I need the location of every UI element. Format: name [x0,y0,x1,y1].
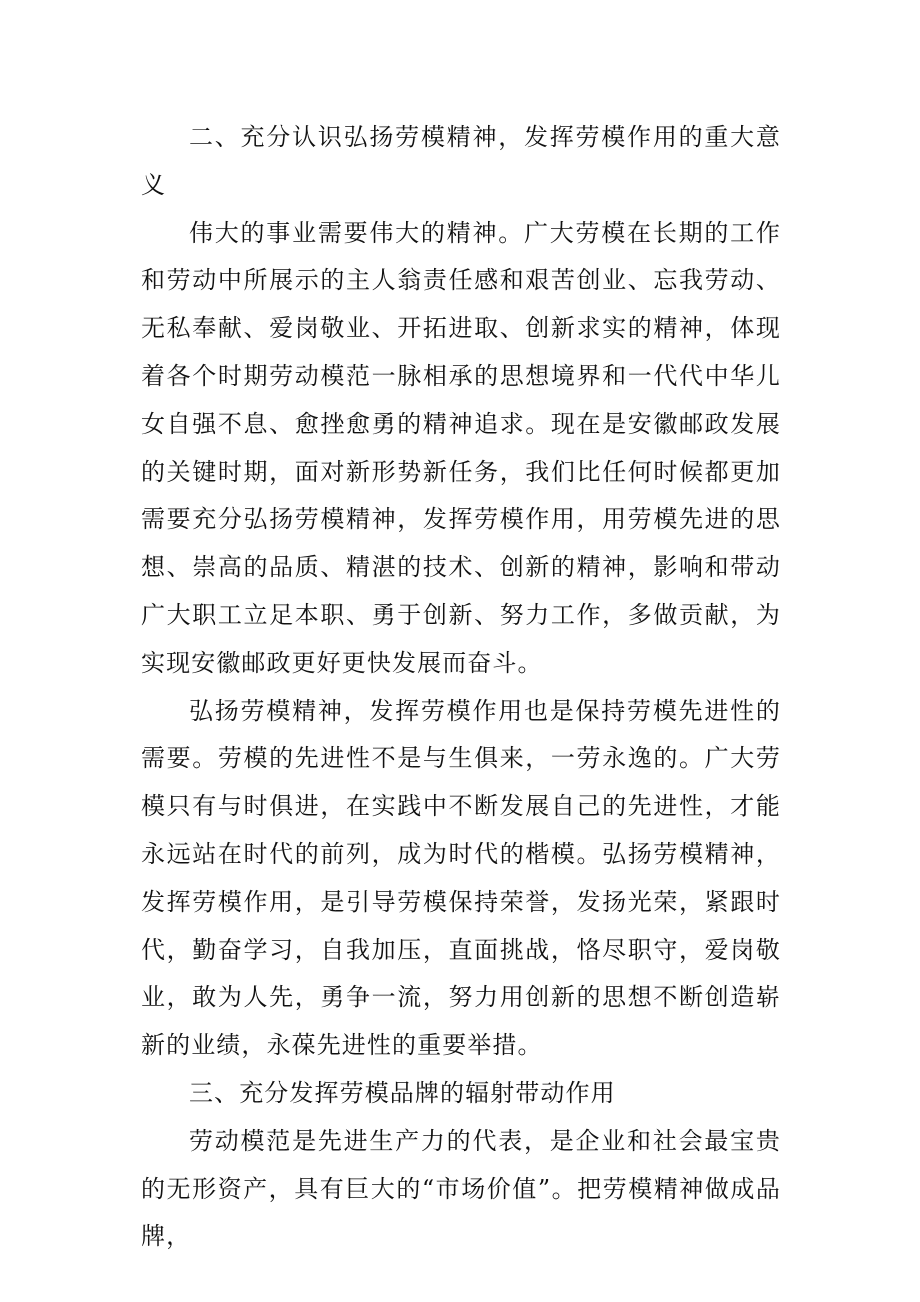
paragraph-model-brand: 劳动模范是先进生产力的代表，是企业和社会最宝贵的无形资产，具有巨大的“市场价值”。把劳模精神做成品牌， [141,1126,781,1251]
document-body [141,114,781,1261]
paragraph-great-cause: 伟大的事业需要伟大的精神。广大劳模在长期的工作和劳动中所展示的主人翁责任感和艰苦创业、忘我劳动、无私奉献、爱岗敬业、开拓进取、创新求实的精神，体现着各个时期劳动模范一脉相承的思想境界和一代代中华儿女自强不息、愈挫愈勇的精神追求。现在是安徽邮政发展的关键时期，面对新形势新任务，我们比任何时候都更加需要充分弘扬劳模精神，发挥劳模作用，用劳模先进的思想、崇高的品质、精湛的技术、创新的精神，影响和带动广大职工立足本职、勇于创新、努力工作，多做贡献，为实现安徽邮政更好更快发展而奋斗。 [141,218,781,677]
paragraph-advanced-nature: 弘扬劳模精神，发挥劳模作用也是保持劳模先进性的需要。劳模的先进性不是与生俱来，一劳永逸的。广大劳模只有与时俱进，在实践中不断发展自己的先进性，才能永远站在时代的前列，成为时代的楷模。弘扬劳模精神，发挥劳模作用，是引导劳模保持荣誉，发扬光荣，紧跟时代，勤奋学习，自我加压，直面挑战，恪尽职守，爱岗敬业，敢为人先，勇争一流，努力用创新的思想不断创造崭新的业绩，永葆先进性的重要举措。 [141,696,781,1060]
section-heading-3: 三、充分发挥劳模品牌的辐射带动作用 [189,1078,616,1107]
section-heading-2: 二、充分认识弘扬劳模精神，发挥劳模作用的重大意义 [141,123,781,199]
